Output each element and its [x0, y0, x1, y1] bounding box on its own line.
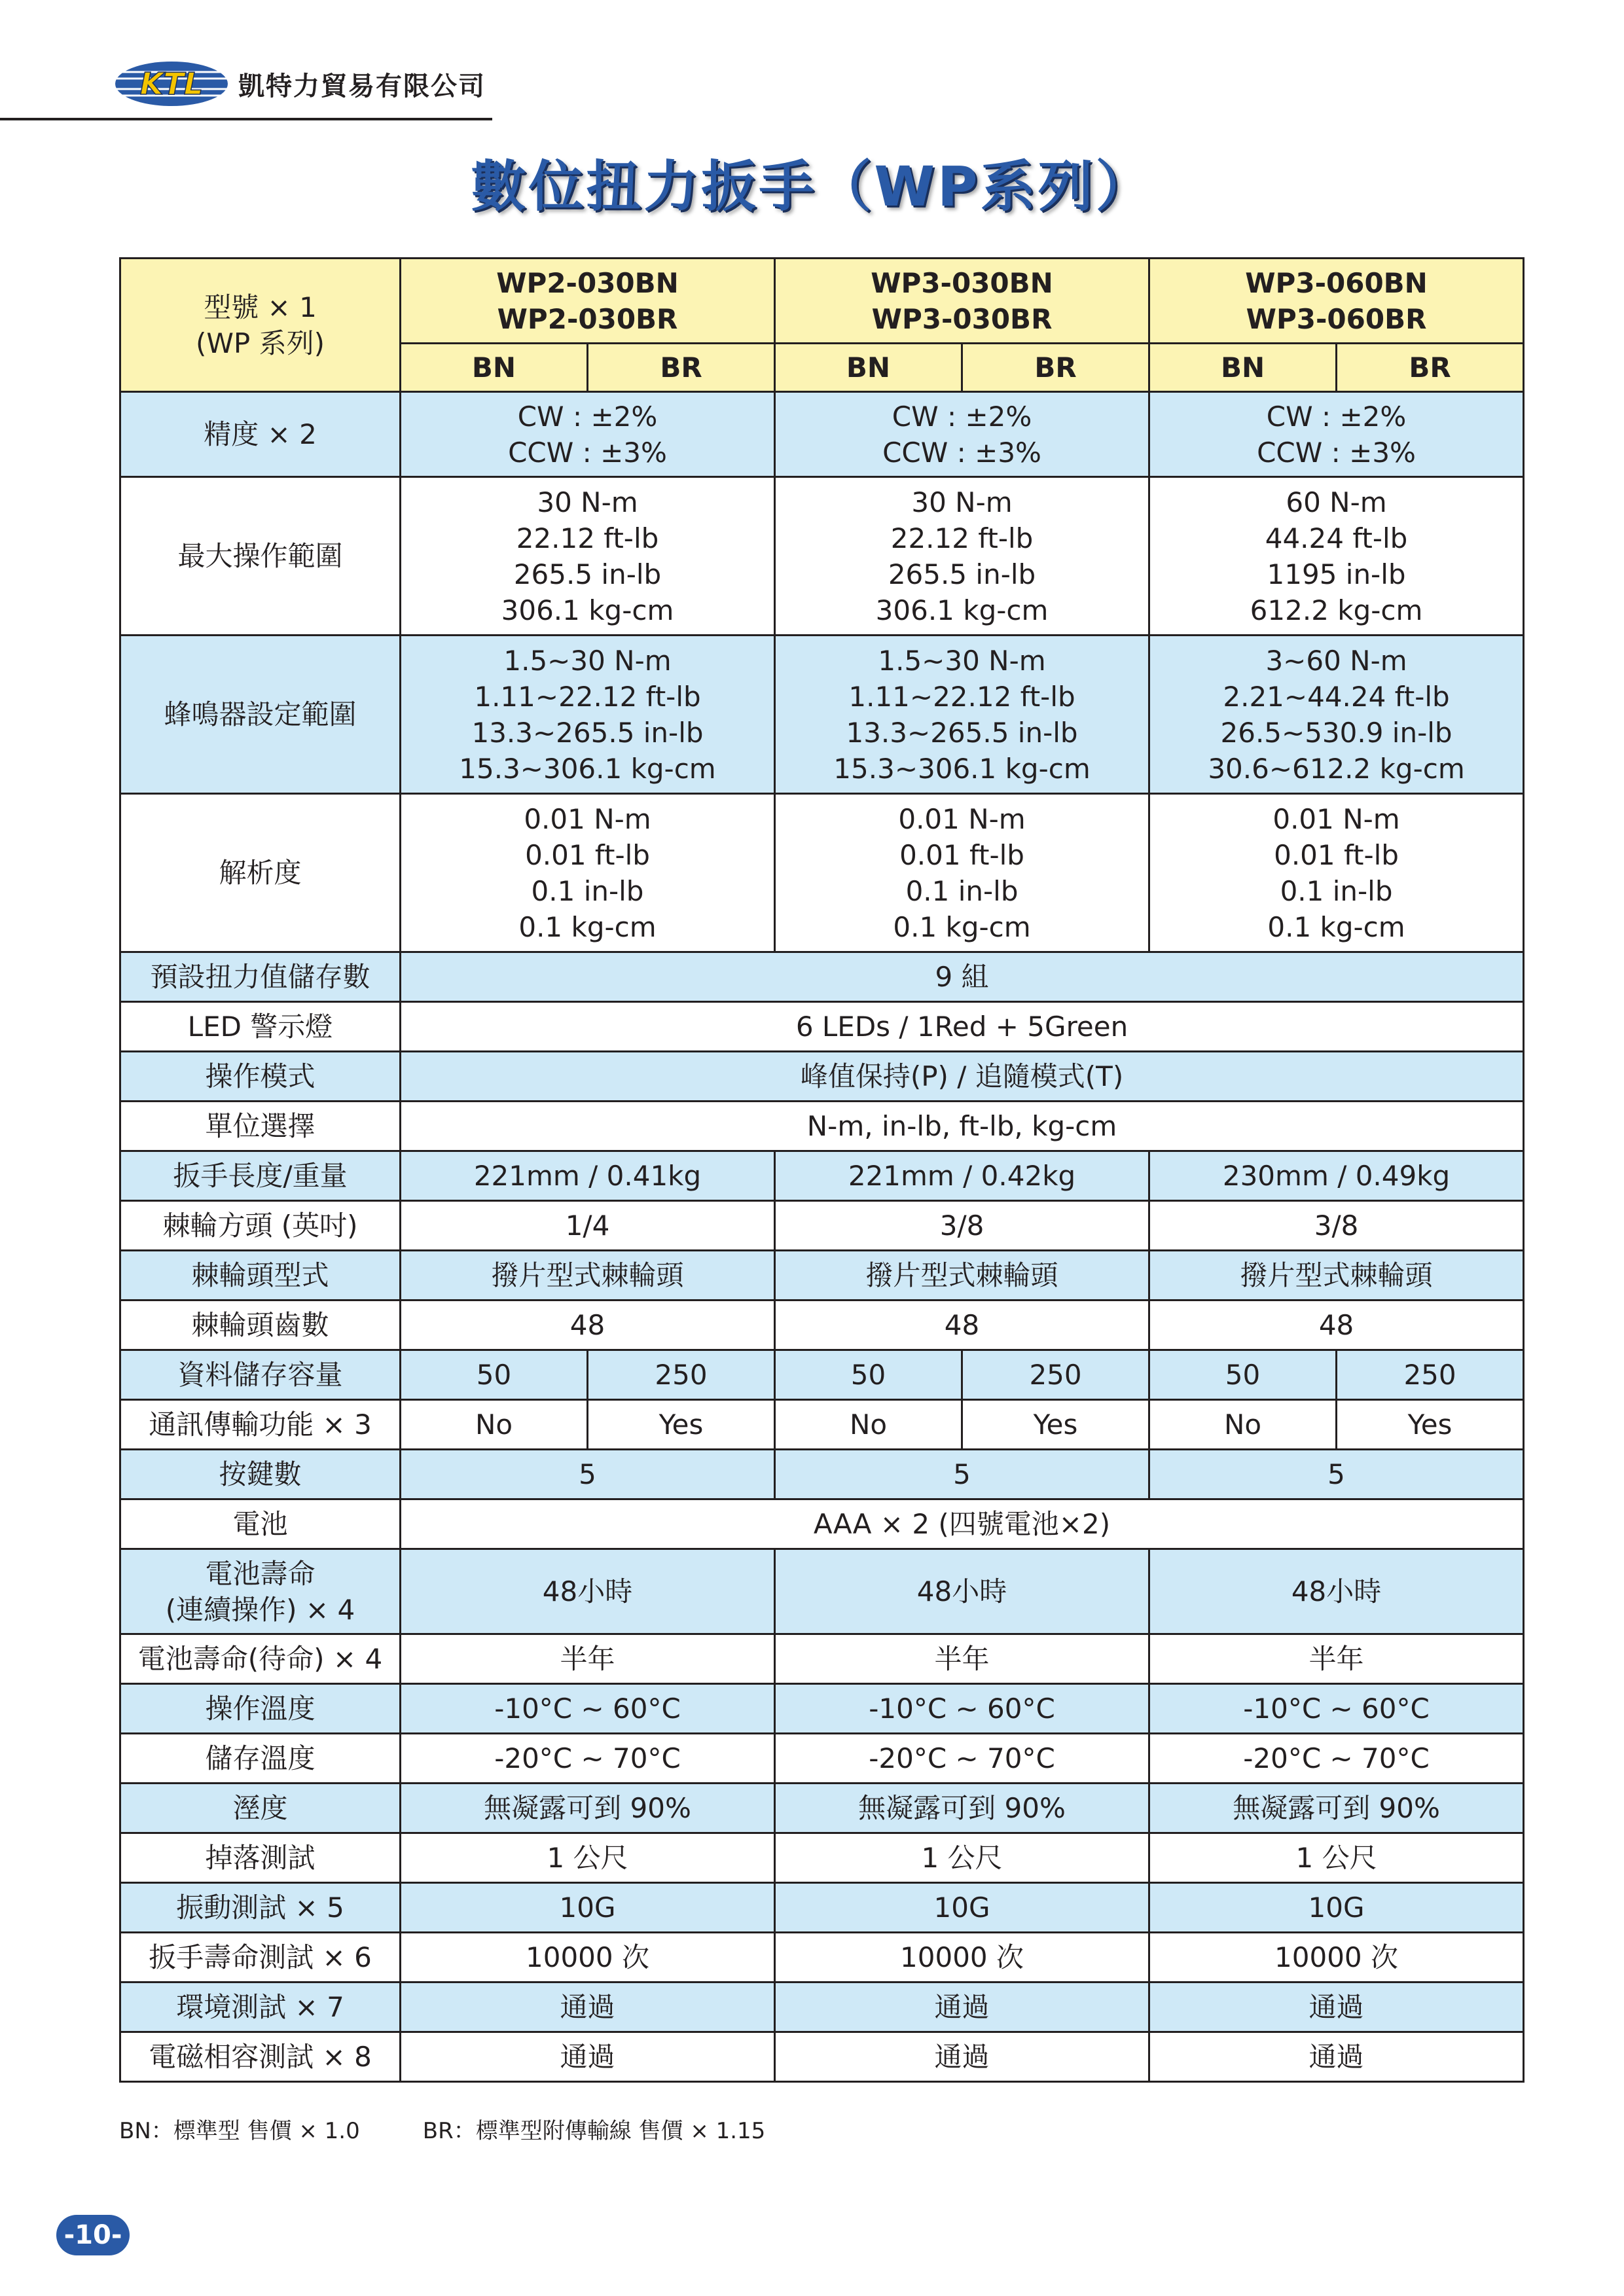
footnotes — [119, 2113, 765, 2145]
row-label — [120, 1549, 401, 1634]
value-cell — [1149, 1251, 1524, 1300]
value-cell-line: -10°C ~ 60°C — [1243, 1693, 1430, 1725]
company-name: 凱特力貿易有限公司 — [238, 71, 486, 101]
value-cell — [1149, 1634, 1524, 1684]
value-cell-all-line: 9 組 — [935, 961, 989, 993]
value-cell-line: 30 N-m — [911, 486, 1013, 518]
table-row — [120, 1933, 1524, 1982]
value-cell-line: 無凝露可到 90% — [484, 1792, 691, 1824]
value-cell-all — [401, 1052, 1524, 1102]
value-cell-line: 0.1 kg-cm — [893, 910, 1031, 943]
model-cell-line: WP2-030BN — [496, 266, 679, 299]
model-cell — [1149, 259, 1524, 344]
row-label-line: 預設扭力值儲存數 — [150, 961, 370, 993]
svg-text:KTL: KTL — [139, 66, 204, 101]
row-label-line: 蜂鳴器設定範圍 — [164, 698, 357, 730]
table-row — [120, 1002, 1524, 1052]
value-cell-line: 撥片型式棘輪頭 — [1240, 1259, 1433, 1291]
value-cell-line: 0.01 N-m — [524, 802, 651, 835]
value-cell: No — [401, 1400, 588, 1450]
row-label-line: 電池 — [232, 1508, 288, 1540]
value-cell — [401, 1684, 775, 1734]
value-cell-line: 1.11~22.12 ft-lb — [474, 680, 701, 713]
value-cell: Yes — [1337, 1400, 1524, 1450]
value-cell-line: 30 N-m — [537, 486, 638, 518]
table-row — [120, 794, 1524, 952]
row-label — [120, 1499, 401, 1549]
value-cell — [775, 636, 1149, 794]
row-label-line: 按鍵數 — [219, 1458, 302, 1490]
model-cell-line: WP2-030BR — [497, 302, 678, 335]
model-cell — [401, 259, 775, 344]
value-cell-line: 306.1 kg-cm — [501, 594, 674, 626]
value-cell-line: 通過 — [560, 2041, 615, 2073]
row-label — [120, 392, 401, 477]
table-row — [120, 1151, 1524, 1201]
value-cell: 50 — [1149, 1350, 1337, 1400]
row-label-line: 電池壽命 — [205, 1557, 316, 1590]
row-label-line: 扳手長度/重量 — [173, 1160, 348, 1192]
value-cell-line: 1.5~30 N-m — [878, 644, 1046, 677]
value-cell — [1149, 636, 1524, 794]
value-cell — [401, 2032, 775, 2082]
row-label — [120, 1634, 401, 1684]
page-header — [113, 58, 486, 110]
value-cell — [401, 1201, 775, 1251]
value-cell-line: -20°C ~ 70°C — [869, 1742, 1055, 1774]
value-cell-line: 3/8 — [1314, 1210, 1359, 1242]
value-cell: No — [775, 1400, 962, 1450]
value-cell: 50 — [401, 1350, 588, 1400]
value-cell-line: 0.1 in-lb — [531, 874, 644, 907]
value-cell-line: 5 — [1327, 1458, 1345, 1490]
value-cell-line: CW : ±2% — [517, 400, 658, 433]
value-cell — [401, 1450, 775, 1499]
value-cell-line: 0.1 kg-cm — [1267, 910, 1405, 943]
value-cell — [775, 1933, 1149, 1982]
model-label-cell-line: 型號 × 1 — [204, 291, 317, 323]
value-cell-line: 60 N-m — [1286, 486, 1387, 518]
value-cell — [1149, 1684, 1524, 1734]
value-cell-line: 1 公尺 — [547, 1842, 628, 1874]
value-cell-line: 1.11~22.12 ft-lb — [848, 680, 1075, 713]
value-cell — [775, 1634, 1149, 1684]
value-cell-all — [401, 1499, 1524, 1549]
value-cell: Yes — [962, 1400, 1149, 1450]
value-cell-line: 5 — [953, 1458, 971, 1490]
value-cell-line: 48 — [944, 1309, 980, 1341]
value-cell — [401, 1784, 775, 1833]
row-label-line: 棘輪方頭 (英吋) — [162, 1210, 358, 1242]
value-cell — [1149, 1734, 1524, 1784]
row-label — [120, 1734, 401, 1784]
value-cell-line: 通過 — [934, 2041, 990, 2073]
value-cell — [1149, 1151, 1524, 1201]
value-cell — [401, 1251, 775, 1300]
value-cell — [401, 477, 775, 636]
row-label-line: 最大操作範圍 — [177, 540, 343, 572]
value-cell-line: 15.3~306.1 kg-cm — [459, 752, 716, 785]
value-cell-line: CCW : ±3% — [882, 436, 1041, 469]
value-cell-line: 2.21~44.24 ft-lb — [1223, 680, 1450, 713]
row-label — [120, 477, 401, 636]
value-cell-line: 26.5~530.9 in-lb — [1220, 716, 1453, 749]
table-row — [120, 1784, 1524, 1833]
value-cell-line: 5 — [579, 1458, 596, 1490]
value-cell — [1149, 794, 1524, 952]
value-cell: 50 — [775, 1350, 962, 1400]
value-cell — [775, 1201, 1149, 1251]
value-cell: No — [1149, 1400, 1337, 1450]
value-cell: 250 — [1337, 1350, 1524, 1400]
value-cell — [775, 392, 1149, 477]
value-cell-line: 0.01 N-m — [898, 802, 1026, 835]
table-row — [120, 1300, 1524, 1350]
value-cell-line: 撥片型式棘輪頭 — [865, 1259, 1058, 1291]
value-cell-line: 半年 — [1308, 1643, 1364, 1675]
value-cell — [1149, 1784, 1524, 1833]
row-label-line: 振動測試 × 5 — [176, 1892, 344, 1924]
value-cell-line: 1.5~30 N-m — [503, 644, 672, 677]
value-cell — [1149, 1933, 1524, 1982]
value-cell-line: 無凝露可到 90% — [1233, 1792, 1440, 1824]
value-cell-line: 265.5 in-lb — [513, 558, 662, 590]
row-label — [120, 1784, 401, 1833]
row-label-line: 解析度 — [219, 857, 302, 889]
value-cell — [1149, 1549, 1524, 1634]
table-row — [120, 1883, 1524, 1933]
row-label-line: 電池壽命(待命) × 4 — [137, 1643, 383, 1675]
page-number: -10- — [56, 2215, 130, 2255]
row-label-line: 掉落測試 — [205, 1842, 316, 1874]
row-label — [120, 1833, 401, 1883]
value-cell-line: 通過 — [560, 1991, 615, 2023]
row-label — [120, 1982, 401, 2032]
table-row — [120, 1251, 1524, 1300]
value-cell-line: 13.3~265.5 in-lb — [471, 716, 704, 749]
table-row — [120, 636, 1524, 794]
value-cell-line: 265.5 in-lb — [888, 558, 1036, 590]
row-label-line: 環境測試 × 7 — [176, 1991, 344, 2023]
value-cell-line: 48 — [569, 1309, 605, 1341]
table-row — [120, 1549, 1524, 1634]
table-row — [120, 1684, 1524, 1734]
value-cell — [775, 1684, 1149, 1734]
table-row — [120, 477, 1524, 636]
value-cell — [775, 1300, 1149, 1350]
table-row — [120, 1102, 1524, 1151]
value-cell-line: 1 公尺 — [921, 1842, 1003, 1874]
row-label-line: 單位選擇 — [205, 1110, 316, 1142]
spec-table — [119, 257, 1525, 2083]
value-cell-line: 306.1 kg-cm — [875, 594, 1049, 626]
row-label-line: 精度 × 2 — [204, 418, 317, 450]
row-label — [120, 1052, 401, 1102]
table-row — [120, 1400, 1524, 1450]
value-cell — [775, 1151, 1149, 1201]
variant-cell: BR — [1337, 344, 1524, 392]
value-cell-line: 0.1 in-lb — [905, 874, 1019, 907]
row-label-line: 棘輪頭齒數 — [191, 1309, 329, 1341]
value-cell-line: 1195 in-lb — [1267, 558, 1406, 590]
model-label-cell — [120, 259, 401, 392]
row-label-line: 電磁相容測試 × 8 — [149, 2041, 372, 2073]
value-cell-all-line: N-m, in-lb, ft-lb, kg-cm — [806, 1110, 1117, 1142]
header-divider — [0, 118, 492, 120]
row-label-line: 棘輪頭型式 — [191, 1259, 329, 1291]
variant-cell: BN — [401, 344, 588, 392]
row-label-line: (連續操作) × 4 — [165, 1593, 355, 1626]
value-cell-line: 10000 次 — [900, 1941, 1024, 1973]
value-cell-line: 0.01 N-m — [1272, 802, 1400, 835]
value-cell-line: 1 公尺 — [1295, 1842, 1377, 1874]
value-cell — [775, 1883, 1149, 1933]
value-cell — [1149, 392, 1524, 477]
value-cell — [401, 1982, 775, 2032]
value-cell — [401, 1549, 775, 1634]
value-cell — [401, 794, 775, 952]
value-cell-line: 通過 — [1308, 1991, 1364, 2023]
value-cell-all-line: AAA × 2 (四號電池×2) — [813, 1508, 1111, 1540]
value-cell: 250 — [962, 1350, 1149, 1400]
row-label — [120, 1251, 401, 1300]
value-cell — [401, 1634, 775, 1684]
value-cell-line: 221mm / 0.41kg — [473, 1160, 702, 1192]
value-cell-line: -20°C ~ 70°C — [494, 1742, 681, 1774]
row-label-line: 扳手壽命測試 × 6 — [149, 1941, 372, 1973]
footnote-bn: BN：標準型 售價 × 1.0 — [119, 2118, 360, 2144]
row-label — [120, 1883, 401, 1933]
value-cell — [775, 1450, 1149, 1499]
value-cell — [401, 392, 775, 477]
value-cell — [775, 1734, 1149, 1784]
row-label-line: 儲存溫度 — [205, 1742, 316, 1774]
value-cell-all — [401, 1102, 1524, 1151]
value-cell-line: -10°C ~ 60°C — [869, 1693, 1055, 1725]
value-cell-line: 3/8 — [939, 1210, 984, 1242]
value-cell — [775, 1784, 1149, 1833]
row-label — [120, 1102, 401, 1151]
value-cell-line: 13.3~265.5 in-lb — [846, 716, 1078, 749]
value-cell-line: CCW : ±3% — [1257, 436, 1416, 469]
value-cell-line: 612.2 kg-cm — [1250, 594, 1423, 626]
row-label — [120, 952, 401, 1002]
value-cell — [775, 2032, 1149, 2082]
value-cell — [1149, 1450, 1524, 1499]
value-cell — [775, 794, 1149, 952]
value-cell — [775, 1982, 1149, 2032]
table-row — [120, 1350, 1524, 1400]
variant-cell: BR — [588, 344, 775, 392]
model-cell-line: WP3-030BN — [871, 266, 1053, 299]
value-cell-line: 半年 — [934, 1643, 990, 1675]
table-row — [120, 1982, 1524, 2032]
value-cell — [401, 1833, 775, 1883]
value-cell-line: CW : ±2% — [892, 400, 1032, 433]
row-label — [120, 1450, 401, 1499]
table-row — [120, 2032, 1524, 2082]
row-label-line: LED 警示燈 — [187, 1011, 333, 1043]
page-title: 數位扭力扳手（WP系列） — [471, 154, 1153, 219]
value-cell — [1149, 1300, 1524, 1350]
value-cell-line: -10°C ~ 60°C — [494, 1693, 681, 1725]
row-label-line: 通訊傳輸功能 × 3 — [149, 1408, 372, 1441]
value-cell — [1149, 1883, 1524, 1933]
model-cell — [775, 259, 1149, 344]
row-label — [120, 794, 401, 952]
value-cell-line: 0.01 ft-lb — [1274, 838, 1399, 871]
value-cell-line: CW : ±2% — [1266, 400, 1407, 433]
value-cell-line: 3~60 N-m — [1265, 644, 1407, 677]
variant-cell: BN — [1149, 344, 1337, 392]
row-label — [120, 1151, 401, 1201]
value-cell-line: 22.12 ft-lb — [890, 522, 1034, 554]
table-header-row — [120, 259, 1524, 344]
row-label — [120, 1201, 401, 1251]
model-cell-line: WP3-060BN — [1245, 266, 1428, 299]
value-cell-all — [401, 952, 1524, 1002]
model-label-cell-line: (WP 系列) — [196, 327, 325, 359]
table-row — [120, 1052, 1524, 1102]
row-label — [120, 636, 401, 794]
value-cell-line: 10000 次 — [526, 1941, 649, 1973]
value-cell-line: 48小時 — [542, 1575, 633, 1607]
value-cell — [775, 1549, 1149, 1634]
value-cell-line: 15.3~306.1 kg-cm — [833, 752, 1091, 785]
value-cell — [1149, 1982, 1524, 2032]
value-cell-all-line: 峰值保持(P) / 追隨模式(T) — [800, 1060, 1124, 1092]
value-cell-line: 10G — [933, 1892, 990, 1924]
table-row — [120, 1833, 1524, 1883]
row-label — [120, 2032, 401, 2082]
value-cell-line: 10G — [1308, 1892, 1365, 1924]
table-row — [120, 1634, 1524, 1684]
value-cell — [1149, 477, 1524, 636]
value-cell-line: 0.01 ft-lb — [525, 838, 650, 871]
model-cell-line: WP3-060BR — [1246, 302, 1427, 335]
row-label — [120, 1002, 401, 1052]
value-cell — [775, 477, 1149, 636]
value-cell — [775, 1251, 1149, 1300]
value-cell-line: 半年 — [560, 1643, 615, 1675]
value-cell-line: 48 — [1318, 1309, 1354, 1341]
row-label — [120, 1684, 401, 1734]
value-cell — [401, 1151, 775, 1201]
variant-cell: BR — [962, 344, 1149, 392]
value-cell-all-line: 6 LEDs / 1Red + 5Green — [795, 1011, 1128, 1043]
value-cell: 250 — [588, 1350, 775, 1400]
value-cell: Yes — [588, 1400, 775, 1450]
value-cell-line: 44.24 ft-lb — [1265, 522, 1408, 554]
value-cell-line: 230mm / 0.49kg — [1222, 1160, 1451, 1192]
table-row — [120, 952, 1524, 1002]
value-cell-line: 22.12 ft-lb — [516, 522, 659, 554]
value-cell-line: 0.1 in-lb — [1280, 874, 1393, 907]
row-label — [120, 1300, 401, 1350]
value-cell — [401, 636, 775, 794]
row-label-line: 操作溫度 — [205, 1693, 316, 1725]
value-cell-line: 30.6~612.2 kg-cm — [1208, 752, 1465, 785]
row-label — [120, 1933, 401, 1982]
value-cell — [401, 1300, 775, 1350]
value-cell — [401, 1734, 775, 1784]
value-cell-line: 0.1 kg-cm — [518, 910, 657, 943]
value-cell-line: 撥片型式棘輪頭 — [491, 1259, 684, 1291]
table-row — [120, 1201, 1524, 1251]
table-row — [120, 1499, 1524, 1549]
value-cell — [401, 1933, 775, 1982]
value-cell — [1149, 1833, 1524, 1883]
value-cell-line: 無凝露可到 90% — [858, 1792, 1066, 1824]
value-cell-line: 10G — [559, 1892, 616, 1924]
row-label — [120, 1350, 401, 1400]
value-cell-all — [401, 1002, 1524, 1052]
value-cell-line: 0.01 ft-lb — [899, 838, 1024, 871]
footnote-br: BR：標準型附傳輸線 售價 × 1.15 — [422, 2118, 766, 2144]
value-cell-line: 48小時 — [916, 1575, 1007, 1607]
value-cell — [1149, 1201, 1524, 1251]
row-label-line: 操作模式 — [205, 1060, 316, 1092]
model-cell-line: WP3-030BR — [871, 302, 1053, 335]
value-cell-line: 通過 — [934, 1991, 990, 2023]
value-cell-line: 10000 次 — [1274, 1941, 1399, 1973]
table-row — [120, 1450, 1524, 1499]
row-label-line: 溼度 — [232, 1792, 288, 1824]
value-cell-line: -20°C ~ 70°C — [1243, 1742, 1430, 1774]
value-cell — [1149, 2032, 1524, 2082]
row-label-line: 資料儲存容量 — [177, 1359, 343, 1391]
value-cell-line: 1/4 — [565, 1210, 610, 1242]
variant-cell: BN — [775, 344, 962, 392]
value-cell-line: 通過 — [1308, 2041, 1364, 2073]
value-cell — [775, 1833, 1149, 1883]
table-row — [120, 1734, 1524, 1784]
value-cell — [401, 1883, 775, 1933]
row-label — [120, 1400, 401, 1450]
ktl-logo — [113, 58, 230, 110]
table-row — [120, 392, 1524, 477]
value-cell-line: 221mm / 0.42kg — [848, 1160, 1076, 1192]
value-cell-line: CCW : ±3% — [508, 436, 667, 469]
value-cell-line: 48小時 — [1291, 1575, 1382, 1607]
